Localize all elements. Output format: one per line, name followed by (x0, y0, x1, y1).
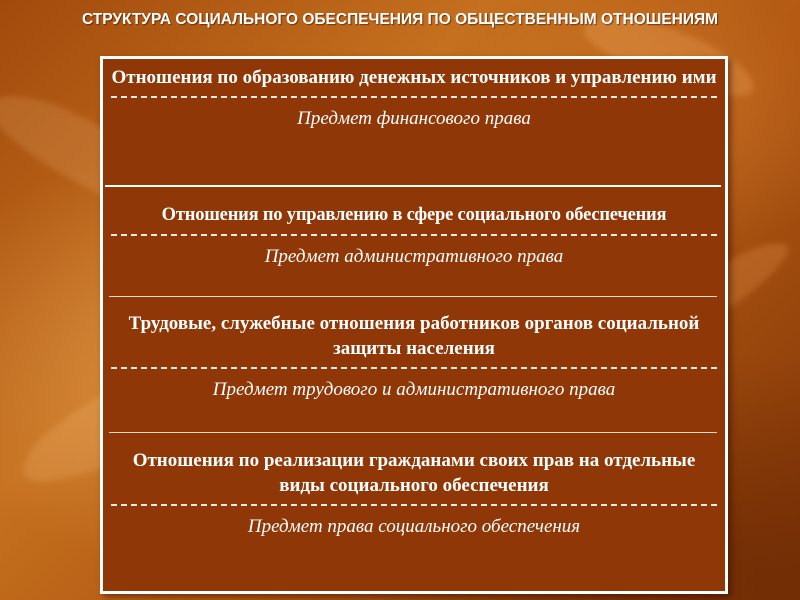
section-relations-text: Отношения по реализации гражданами своих прав на отдельные виды социального обеспечения (132, 450, 696, 496)
section-subject-text: Предмет трудового и административного права (212, 379, 616, 400)
section-divider (109, 432, 717, 433)
section-relations-text: Отношения по управлению в сфере социального обеспечения (161, 205, 667, 225)
section-subject-text: Предмет права социального обеспечения (247, 516, 581, 537)
slide-title: СТРУКТУРА СОЦИАЛЬНОГО ОБЕСПЕЧЕНИЯ ПО ОБЩЕСТВЕННЫМ ОТНОШЕНИЯМ (81, 11, 719, 28)
dashed-divider (111, 367, 717, 369)
section-relations-text: Трудовые, служебные отношения работников органов социальной защиты населения (128, 313, 700, 359)
structure-panel (100, 56, 728, 594)
dashed-divider (111, 234, 717, 236)
section-subject-text: Предмет финансового права (297, 108, 531, 129)
section-financial (103, 65, 725, 131)
section-labor (103, 311, 725, 402)
section-administrative (103, 203, 725, 269)
section-social-security (103, 448, 725, 539)
section-relations-text: Отношения по образованию денежных источников и управлению ими (111, 67, 717, 88)
dashed-divider (111, 96, 717, 98)
section-subject-text: Предмет административного права (264, 246, 564, 267)
section-divider (105, 185, 721, 187)
section-divider (109, 296, 717, 297)
dashed-divider (111, 504, 717, 506)
